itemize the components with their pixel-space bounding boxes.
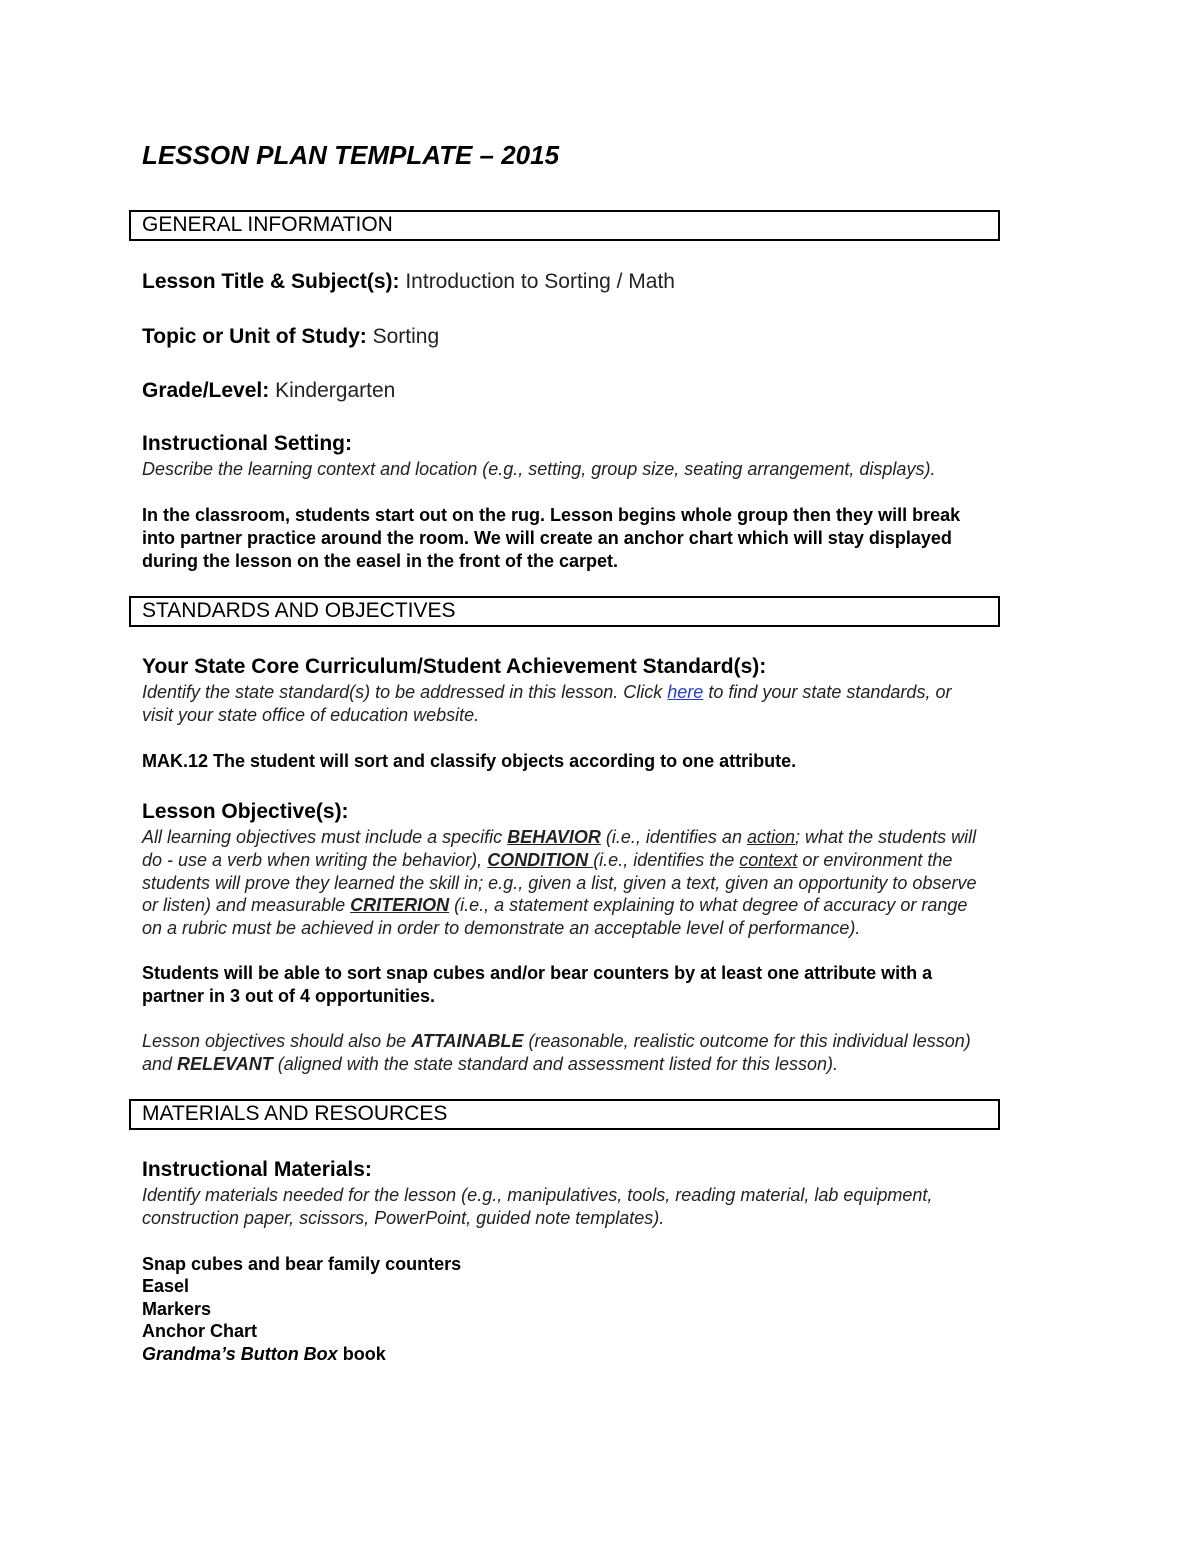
instruction-text: (i.e., a statement explaining to what degree of accuracy or range — [449, 895, 968, 915]
relevant-term: RELEVANT — [177, 1054, 273, 1074]
objective-answer-line: partner in 3 out of 4 opportunities. — [142, 986, 436, 1006]
instruction-text: or listen) and measurable — [142, 895, 351, 915]
materials-instruction: Identify materials needed for the lesson (e.g., manipulatives, tools, reading material, lab equipment, — [142, 1185, 933, 1205]
instruction-text: (i.e., identifies an — [600, 827, 747, 847]
instruction-text: (aligned with the state standard and assessment listed for this lesson). — [272, 1054, 839, 1074]
setting-instruction: Describe the learning context and location (e.g., setting, group size, seating arrangement, displays). — [142, 459, 936, 479]
attainable-term: ATTAINABLE — [411, 1031, 524, 1051]
material-item: Markers — [142, 1299, 212, 1319]
book-title: Grandma’s Button Box — [142, 1344, 338, 1364]
field-value: Introduction to Sorting / Math — [405, 270, 675, 293]
section-header-standards — [129, 596, 1000, 627]
objective-instruction-line: on a rubric must be achieved in order to demonstrate an acceptable level of performance). — [142, 918, 861, 938]
section-header-general — [129, 210, 1000, 241]
attainable-line — [142, 1030, 971, 1053]
materials-label: Instructional Materials: — [142, 1158, 372, 1181]
book-suffix: book — [337, 1344, 386, 1364]
instruction-text: Identify the state standard(s) to be addressed in this lesson. Click — [142, 682, 668, 702]
field-value: Sorting — [372, 325, 440, 348]
setting-answer-line: during the lesson on the easel in the front of the carpet. — [142, 551, 619, 571]
topic-field — [142, 325, 439, 349]
standard-answer: MAK.12 The student will sort and classify objects according to one attribute. — [142, 751, 797, 771]
state-standards-link[interactable]: here — [667, 682, 704, 702]
standard-label: Your State Core Curriculum/Student Achievement Standard(s): — [142, 655, 767, 678]
grade-field — [142, 379, 395, 403]
section-header-label: STANDARDS AND OBJECTIVES — [142, 599, 456, 622]
page-title: LESSON PLAN TEMPLATE – 2015 — [142, 140, 560, 170]
relevant-line — [142, 1053, 838, 1076]
material-item-book — [142, 1343, 386, 1366]
instruction-text: (reasonable, realistic outcome for this individual lesson) — [523, 1031, 971, 1051]
standard-instruction — [142, 681, 951, 704]
material-item: Snap cubes and bear family counters — [142, 1254, 462, 1274]
instruction-text: (i.e., identifies the — [593, 850, 740, 870]
lesson-title-field — [142, 270, 675, 294]
setting-answer-line: into partner practice around the room. We will create an anchor chart which will stay displayed — [142, 528, 952, 548]
material-item: Anchor Chart — [142, 1321, 258, 1341]
section-header-label: MATERIALS AND RESOURCES — [142, 1102, 448, 1125]
instruction-text: ; what the students will — [795, 827, 977, 847]
instruction-text: Lesson objectives should also be — [142, 1031, 412, 1051]
standard-instruction: visit your state office of education website. — [142, 705, 480, 725]
instruction-text: do - use a verb when writing the behavior), — [142, 850, 488, 870]
setting-answer-line: In the classroom, students start out on the rug. Lesson begins whole group then they will break — [142, 505, 961, 525]
instruction-text: and — [142, 1054, 178, 1074]
instruction-text: or environment the — [797, 850, 953, 870]
material-item: Easel — [142, 1276, 190, 1296]
criterion-term: CRITERION — [350, 895, 450, 915]
materials-instruction: construction paper, scissors, PowerPoint, guided note templates). — [142, 1208, 665, 1228]
objective-label: Lesson Objective(s): — [142, 800, 349, 823]
objective-instruction-line — [142, 826, 976, 849]
action-term: action — [746, 827, 795, 847]
objective-answer-line: Students will be able to sort snap cubes and/or bear counters by at least one attribute with a — [142, 963, 933, 983]
section-header-label: GENERAL INFORMATION — [142, 213, 393, 236]
section-header-materials — [129, 1099, 1000, 1130]
condition-term: CONDITION — [487, 850, 594, 870]
behavior-term: BEHAVIOR — [507, 827, 601, 847]
objective-instruction-line — [142, 894, 967, 917]
field-label: Topic or Unit of Study: — [142, 325, 367, 348]
instruction-text: to find your state standards, or — [703, 682, 952, 702]
setting-label: Instructional Setting: — [142, 432, 352, 455]
field-label: Grade/Level: — [142, 379, 270, 402]
instruction-text: All learning objectives must include a specific — [142, 827, 508, 847]
objective-instruction-line: students will prove they learned the skill in; e.g., given a list, given a text, given an opportunity to observe — [142, 873, 977, 893]
field-value: Kindergarten — [275, 379, 396, 402]
field-label: Lesson Title & Subject(s): — [142, 270, 400, 293]
context-term: context — [739, 850, 798, 870]
objective-instruction-line — [142, 849, 952, 872]
